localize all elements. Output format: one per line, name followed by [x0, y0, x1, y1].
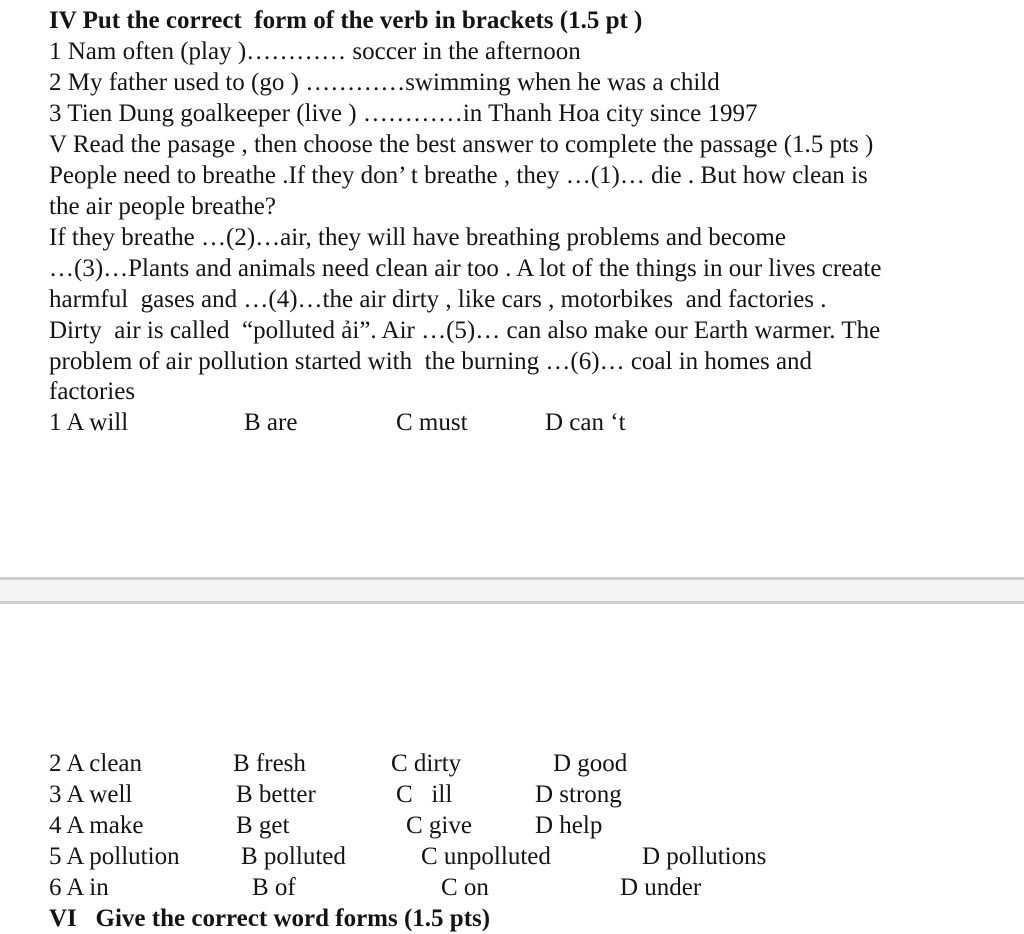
section-6-heading-partial: VI Give the correct word forms (1.5 pts) — [49, 905, 491, 932]
q3-option-b: B better — [236, 781, 316, 808]
passage-line-3: If they breathe …(2)…air, they will have breathing problems and become — [49, 224, 786, 251]
verb-item-3: 3 Tien Dung goalkeeper (live ) …………in Thanh Hoa city since 1997 — [49, 100, 758, 127]
q4-option-c: C give — [406, 812, 472, 839]
passage-line-1: People need to breathe .If they don’ t breathe , they …(1)… die . But how clean is — [49, 162, 868, 189]
passage-line-8: factories — [49, 378, 136, 405]
q2-option-d: D good — [553, 750, 628, 777]
q6-option-c: C on — [441, 874, 489, 901]
section-5-heading: V Read the pasage , then choose the best answer to complete the passage (1.5 pts ) — [49, 131, 874, 158]
q3-option-d: D strong — [535, 781, 622, 808]
q3-option-c: C ill — [396, 781, 453, 808]
q6-option-b: B of — [252, 874, 296, 901]
q4-option-a: 4 A make — [49, 812, 144, 839]
section-4-heading: IV Put the correct form of the verb in brackets (1.5 pt ) — [49, 7, 643, 34]
q3-option-a: 3 A well — [49, 781, 133, 808]
page-separator — [0, 577, 1024, 604]
q1-option-a: 1 A will — [49, 409, 129, 436]
passage-line-6: Dirty air is called “polluted ải”. Air …(5)… can also make our Earth warmer. The — [49, 317, 881, 344]
q2-option-b: B fresh — [233, 750, 306, 777]
passage-line-2: the air people breathe? — [49, 193, 276, 220]
q5-option-a: 5 A pollution — [49, 843, 180, 870]
q5-option-b: B polluted — [241, 843, 346, 870]
q2-option-c: C dirty — [391, 750, 462, 777]
q4-option-b: B get — [236, 812, 290, 839]
passage-line-5: harmful gases and …(4)…the air dirty , like cars , motorbikes and factories . — [49, 286, 827, 313]
q2-option-a: 2 A clean — [49, 750, 143, 777]
verb-item-2: 2 My father used to (go ) …………swimming when he was a child — [49, 69, 720, 96]
verb-item-1: 1 Nam often (play )………… soccer in the afternoon — [49, 38, 581, 65]
q4-option-d: D help — [535, 812, 603, 839]
q1-option-c: C must — [396, 409, 468, 436]
q5-option-d: D pollutions — [642, 843, 767, 870]
q5-option-c: C unpolluted — [421, 843, 551, 870]
passage-line-4: …(3)…Plants and animals need clean air too . A lot of the things in our lives create — [49, 255, 882, 282]
q6-option-a: 6 A in — [49, 874, 109, 901]
q1-option-d: D can ‘t — [545, 409, 626, 436]
passage-line-7: problem of air pollution started with the burning …(6)… coal in homes and — [49, 348, 813, 375]
q1-option-b: B are — [244, 409, 298, 436]
q6-option-d: D under — [620, 874, 702, 901]
